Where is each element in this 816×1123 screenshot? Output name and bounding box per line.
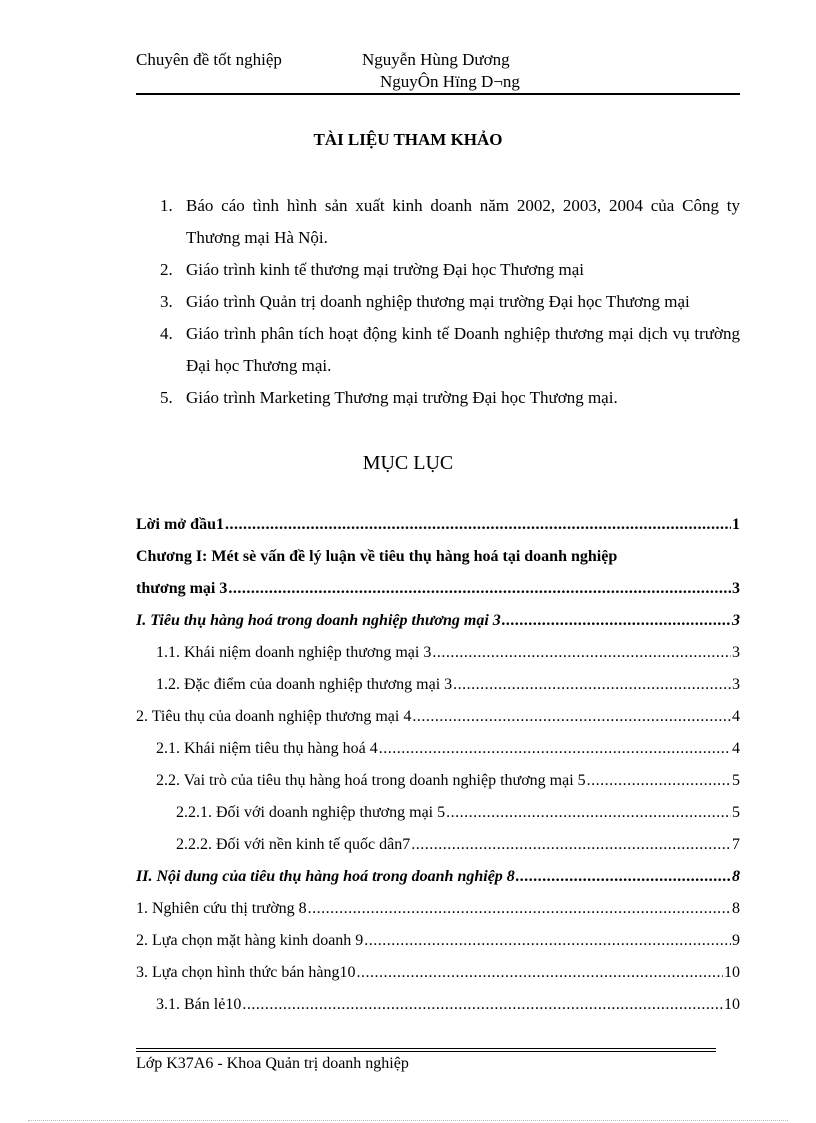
reference-number: 4. — [160, 324, 173, 343]
toc-entry[interactable] — [136, 932, 740, 964]
toc-leader — [502, 612, 731, 630]
toc-entry[interactable] — [136, 804, 740, 836]
page-edge-dotted-line — [28, 1120, 788, 1121]
toc-entry-label: 3. Lựa chọn hình thức bán hàng10 — [136, 964, 356, 981]
reference-number: 5. — [160, 388, 173, 407]
toc-entry-page: 1 — [732, 516, 740, 533]
table-of-contents — [136, 516, 740, 1028]
toc-entry-label: 2.1. Khái niệm tiêu thụ hàng hoá 4 — [156, 740, 378, 757]
header-rule — [136, 93, 740, 95]
toc-entry[interactable] — [136, 996, 740, 1028]
toc-entry[interactable] — [136, 772, 740, 804]
toc-entry[interactable] — [136, 644, 740, 676]
toc-entry-label: Chương I: Mét sè vấn đề lý luận về tiêu thụ hàng hoá tại doanh nghiệp — [136, 548, 618, 565]
toc-entry-page: 8 — [732, 868, 740, 885]
toc-leader — [357, 964, 723, 982]
toc-entry[interactable] — [136, 580, 740, 612]
references-title: TÀI LIỆU THAM KHẢO — [313, 130, 503, 149]
toc-entry-label: II. Nội dung của tiêu thụ hàng hoá trong doanh nghiệp 8 — [136, 868, 515, 885]
toc-entry-page: 10 — [724, 964, 740, 981]
toc-entry-page: 4 — [732, 740, 740, 757]
toc-entry-label: 1.1. Khái niệm doanh nghiệp thương mại 3 — [156, 644, 432, 661]
toc-entry-page: 5 — [732, 804, 740, 821]
toc-entry-label: 3.1. Bán lẻ10 — [156, 996, 242, 1013]
toc-leader — [242, 996, 723, 1014]
toc-entry-label: 1.2. Đặc điểm của doanh nghiệp thương mại 3 — [156, 676, 453, 693]
toc-entry[interactable] — [136, 516, 740, 548]
footer-rule — [136, 1048, 716, 1049]
header-title: Chuyên đề tốt nghiệp — [136, 50, 282, 69]
toc-entry-label: 1. Nghiên cứu thị trường 8 — [136, 900, 307, 917]
toc-leader — [228, 580, 731, 598]
toc-leader — [446, 804, 731, 822]
toc-leader — [411, 836, 731, 854]
toc-leader — [364, 932, 731, 950]
header-author-garbled: NguyÔn Hïng D¬ng — [380, 72, 520, 91]
toc-entry[interactable] — [136, 964, 740, 996]
reference-text: Giáo trình Quản trị doanh nghiệp thương mại trường Đại học Thương mại — [186, 292, 690, 311]
toc-entry-label: thương mại 3 — [136, 580, 228, 597]
reference-text: Giáo trình Marketing Thương mại trường Đại học Thương mại. — [186, 388, 618, 407]
reference-text: Giáo trình phân tích hoạt động kinh tế Doanh nghiệp thương mại dịch vụ trường Đại học Thương mại. — [186, 324, 740, 375]
toc-entry[interactable] — [136, 900, 740, 932]
toc-entry-page: 9 — [732, 932, 740, 949]
footer-text: Lớp K37A6 - Khoa Quản trị doanh nghiệp — [136, 1055, 409, 1072]
toc-leader — [453, 676, 731, 694]
toc-leader — [225, 516, 731, 534]
references-list — [160, 190, 740, 414]
toc-entry-label: Lời mở đầu1 — [136, 516, 224, 533]
toc-entry[interactable] — [136, 676, 740, 708]
toc-entry-label: 2.2. Vai trò của tiêu thụ hàng hoá trong doanh nghiệp thương mại 5 — [156, 772, 586, 789]
toc-entry-label: 2. Lựa chọn mặt hàng kinh doanh 9 — [136, 932, 364, 949]
toc-entry-label: 2.2.1. Đối với doanh nghiệp thương mại 5 — [176, 804, 446, 821]
toc-entry-page: 10 — [724, 996, 740, 1013]
toc-entry-page: 5 — [732, 772, 740, 789]
toc-leader — [308, 900, 731, 918]
reference-item — [160, 318, 740, 382]
toc-leader — [516, 868, 731, 886]
toc-entry-label: 2. Tiêu thụ của doanh nghiệp thương mại 4 — [136, 708, 412, 725]
reference-number: 1. — [160, 196, 173, 215]
reference-number: 2. — [160, 260, 173, 279]
toc-entry-page: 3 — [732, 644, 740, 661]
toc-entry[interactable] — [136, 548, 740, 580]
footer-rule — [136, 1051, 716, 1052]
toc-entry[interactable] — [136, 836, 740, 868]
toc-entry[interactable] — [136, 740, 740, 772]
toc-leader — [587, 772, 731, 790]
toc-entry-page: 3 — [732, 676, 740, 693]
toc-entry-label: 2.2.2. Đối với nền kinh tế quốc dân7 — [176, 836, 411, 853]
toc-entry[interactable] — [136, 612, 740, 644]
reference-text: Báo cáo tình hình sản xuất kinh doanh năm 2002, 2003, 2004 của Công ty Thương mại Hà Nội. — [186, 196, 740, 247]
toc-entry-page: 4 — [732, 708, 740, 725]
reference-item — [160, 286, 740, 318]
reference-text: Giáo trình kinh tế thương mại trường Đại học Thương mại — [186, 260, 585, 279]
toc-leader — [379, 740, 731, 758]
toc-title: MỤC LỤC — [362, 452, 454, 474]
toc-entry[interactable] — [136, 708, 740, 740]
header-author: Nguyễn Hùng Dương — [362, 50, 510, 69]
toc-leader — [412, 708, 731, 726]
toc-entry-page: 3 — [732, 612, 740, 629]
reference-item — [160, 254, 740, 286]
reference-item — [160, 382, 740, 414]
reference-item — [160, 190, 740, 254]
toc-entry-page: 7 — [732, 836, 740, 853]
toc-entry-label: I. Tiêu thụ hàng hoá trong doanh nghiệp thương mại 3 — [136, 612, 501, 629]
toc-entry-page: 8 — [732, 900, 740, 917]
toc-leader — [432, 644, 731, 662]
toc-entry-page: 3 — [732, 580, 740, 597]
toc-entry[interactable] — [136, 868, 740, 900]
reference-number: 3. — [160, 292, 173, 311]
